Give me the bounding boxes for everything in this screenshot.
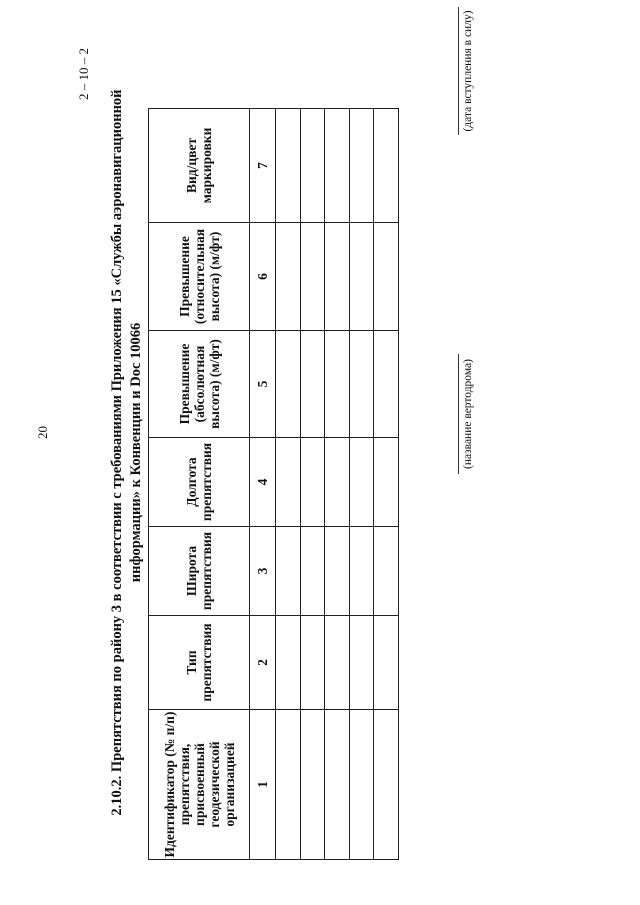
column-number: 5 — [250, 331, 276, 438]
column-number: 6 — [250, 223, 276, 331]
table-cell — [300, 438, 325, 527]
table-row — [325, 109, 350, 860]
table-cell — [300, 616, 325, 710]
table-cell — [349, 616, 374, 710]
header-longitude: Долгота препятствия — [149, 438, 250, 527]
table-cell — [325, 331, 350, 438]
table-cell — [300, 109, 325, 223]
table-cell — [325, 527, 350, 616]
table-cell — [325, 616, 350, 710]
table-cell — [276, 616, 301, 710]
table-row — [276, 109, 301, 860]
table-cell — [374, 109, 399, 223]
section-title-line-2: информации» к Конвенции и Doc 10066 — [128, 322, 144, 583]
table-row — [349, 109, 374, 860]
table-cell — [276, 223, 301, 331]
table-cell — [349, 438, 374, 527]
table-cell — [300, 710, 325, 860]
table-cell — [325, 109, 350, 223]
table-cell — [374, 616, 399, 710]
header-marking: Вид/цвет маркировки — [149, 109, 250, 223]
table-cell — [325, 223, 350, 331]
column-number: 4 — [250, 438, 276, 527]
section-title — [108, 0, 146, 905]
table-cell — [276, 710, 301, 860]
column-number: 1 — [250, 710, 276, 860]
section-title-line-1: 2.10.2. Препятствия по району 3 в соответствии с требованиями Приложения 15 «Службы аэронавигационной — [109, 89, 125, 816]
table-cell — [276, 438, 301, 527]
effective-date-line — [458, 7, 459, 135]
header-latitude: Широта препятствия — [149, 527, 250, 616]
table-cell — [349, 331, 374, 438]
table-cell — [349, 223, 374, 331]
table-cell — [300, 331, 325, 438]
column-number: 3 — [250, 527, 276, 616]
table-header-row — [149, 109, 250, 860]
header-absolute-elevation: Превышение (абсолютная высота) (м/фт) — [149, 331, 250, 438]
table-cell — [276, 109, 301, 223]
table-cell — [300, 527, 325, 616]
header-relative-elevation: Превышение (относительная высота) (м/фт) — [149, 223, 250, 331]
table-cell — [374, 710, 399, 860]
table-row — [300, 109, 325, 860]
table-cell — [276, 527, 301, 616]
table-cell — [374, 527, 399, 616]
table-cell — [325, 438, 350, 527]
table-cell — [349, 109, 374, 223]
document-code: 2 – 10 – 2 — [76, 48, 91, 100]
table-cell — [276, 331, 301, 438]
column-number: 2 — [250, 616, 276, 710]
aerodrome-name-line — [458, 354, 459, 474]
table-cell — [349, 710, 374, 860]
column-number-row — [250, 109, 276, 860]
table-row — [374, 109, 399, 860]
page-number: 20 — [35, 426, 50, 439]
column-number: 7 — [250, 109, 276, 223]
table-cell — [349, 527, 374, 616]
aerodrome-name-caption: (название вертодрома) — [462, 359, 474, 469]
table-cell — [374, 438, 399, 527]
obstacles-table — [148, 108, 399, 860]
table-cell — [374, 223, 399, 331]
header-identifier: Идентификатор (№ п/п) препятствия, присвоенный геодезической организацией — [149, 710, 250, 860]
table-cell — [374, 331, 399, 438]
table-cell — [325, 710, 350, 860]
header-obstacle-type: Тип препятствия — [149, 616, 250, 710]
effective-date-caption: (дата вступления в силу) — [462, 10, 474, 132]
table-cell — [300, 223, 325, 331]
